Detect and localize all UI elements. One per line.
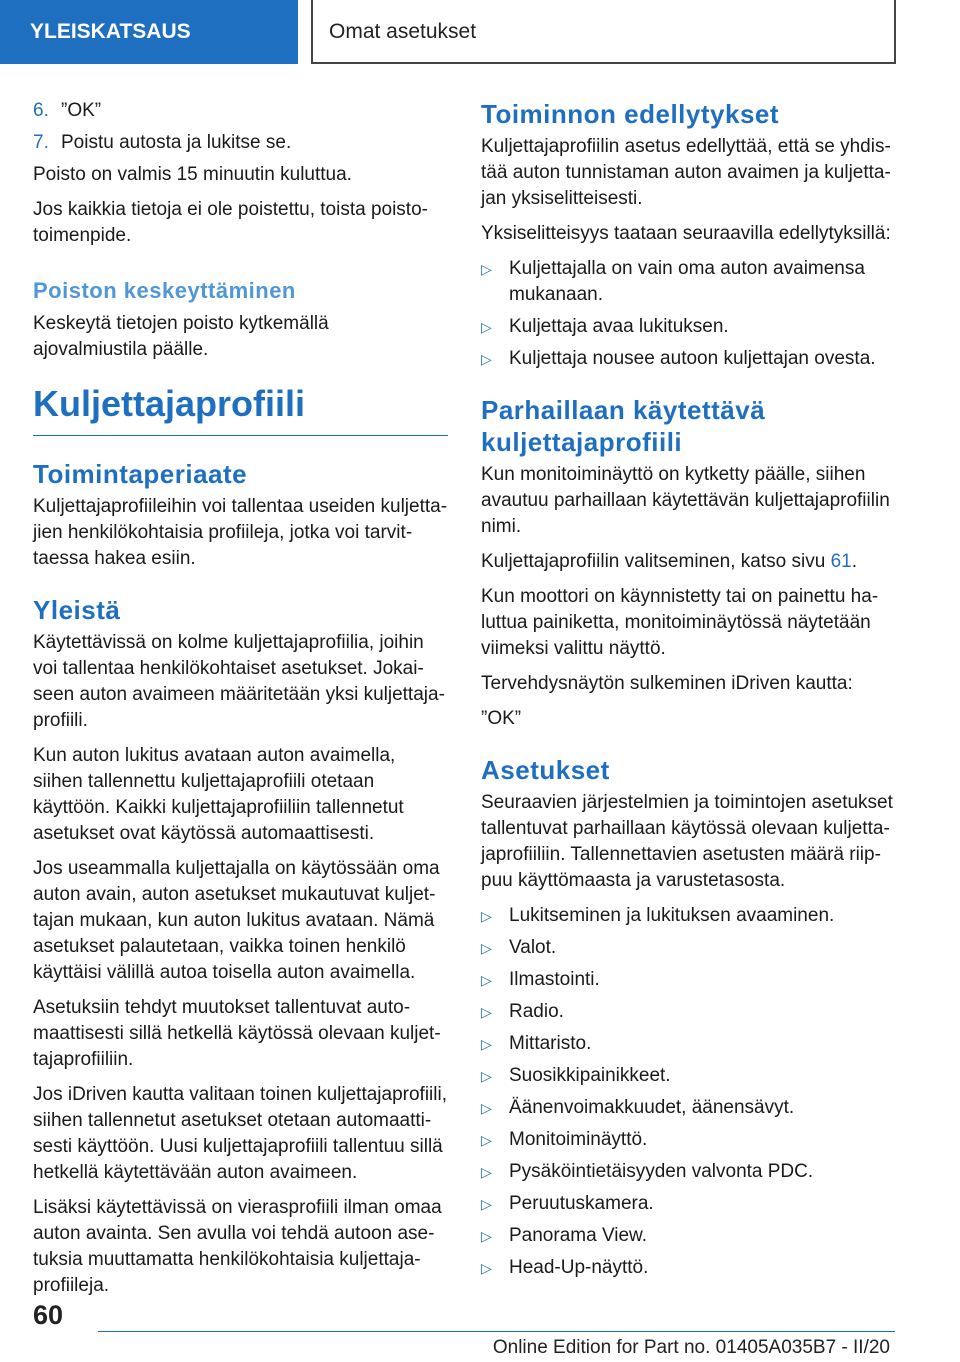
paragraph: Yksiselitteisyys taataan seuraavilla edellytyksillä:: [481, 223, 891, 244]
paragraph: Tervehdysnäytön sulkeminen iDriven kautta:: [481, 673, 853, 694]
triangle-bullet-icon: ▷: [481, 319, 492, 335]
subheading-cancel: Poiston keskeyttäminen: [33, 278, 296, 303]
list-item-text: Monitoiminäyttö.: [509, 1129, 648, 1150]
list-item-text: Suosikkipainikkeet.: [509, 1065, 671, 1086]
list-item-text: Äänenvoimakkuudet, äänensävyt.: [509, 1097, 795, 1118]
step-item: [33, 130, 448, 156]
list-item-text: Lukitseminen ja lukituksen avaaminen.: [509, 905, 835, 926]
heading-general: Yleistä: [33, 595, 121, 625]
list-item: [481, 314, 897, 340]
list-item-text: Pysäköintietäisyyden valvonta PDC.: [509, 1161, 814, 1182]
paragraph: Kun auton lukitus avataan auton avaimella, siihen tallennettu kuljettajaprofiili otetaan käyttöön. Kaikki kuljettajaprofiiliin tallennetut asetukset ovat käytössä automaattisesti.: [33, 745, 404, 844]
list-item: [481, 1095, 897, 1121]
triangle-bullet-icon: ▷: [481, 1100, 492, 1116]
list-item: [481, 1031, 897, 1057]
list-item: [481, 967, 897, 993]
heading-settings: Asetukset: [481, 755, 610, 785]
list-item: [481, 256, 897, 308]
list-item: [481, 1127, 897, 1153]
step-text: Poistu autosta ja lukitse se.: [61, 132, 292, 153]
triangle-bullet-icon: ▷: [481, 1260, 492, 1276]
right-column: [481, 98, 897, 1289]
cross-ref-text: Kuljettajaprofiilin valitseminen, katso sivu: [481, 551, 831, 572]
list-item-text: Head-Up-näyttö.: [509, 1257, 649, 1278]
triangle-bullet-icon: ▷: [481, 1196, 492, 1212]
paragraph: Asetuksiin tehdyt muutokset tallentuvat automaattisesti sillä hetkellä käytössä olevaan kuljettajaprofiiliin.: [33, 997, 441, 1070]
paragraph: Jos kaikkia tietoja ei ole poistettu, toista poistotoimenpide.: [33, 199, 428, 246]
paragraph: ”OK”: [481, 708, 522, 729]
list-item: [481, 1159, 897, 1185]
paragraph: Käytettävissä on kolme kuljettajaprofiilia, joihin voi tallentaa henkilökohtaiset asetukset. Jokaiseen auton avaimeen määritetään yksi kuljettajaprofiili.: [33, 632, 445, 731]
list-item: [481, 999, 897, 1025]
triangle-bullet-icon: ▷: [481, 1228, 492, 1244]
heading-principle: Toimintaperiaate: [33, 459, 248, 489]
triangle-bullet-icon: ▷: [481, 972, 492, 988]
paragraph: Kuljettajaprofiilin asetus edellyttää, että se yhdistää auton tunnistaman auton avaimen ja kuljettajan yksiselitteisesti.: [481, 136, 891, 209]
list-item-text: Peruutuskamera.: [509, 1193, 654, 1214]
list-item-text: Mittaristo.: [509, 1033, 592, 1054]
paragraph: Kun monitoiminäyttö on kytketty päälle, siihen avautuu parhaillaan käytettävän kuljettajaprofiilin nimi.: [481, 464, 890, 537]
edition-footer: Online Edition for Part no. 01405A035B7 - II/20: [492, 1337, 890, 1358]
list-item: [481, 903, 897, 929]
list-item-text: Kuljettaja avaa lukituksen.: [509, 316, 729, 337]
paragraph: Jos useammalla kuljettajalla on käytössään oma auton avain, auton asetukset mukautuvat kuljettajan mukaan, kun auton lukitus avataan. Nämä asetukset palautetaan, vaikka toinen henkilö käyttäisi välillä autoa toisella auton avaimella.: [33, 858, 440, 983]
settings-list: [481, 903, 897, 1281]
paragraph: Jos iDriven kautta valitaan toinen kuljettajaprofiili, siihen tallennetut asetukset otetaan automaattisesti käyttöön. Uusi kuljettajaprofiili tallentuu sillä hetkellä käytettävään auton avaimeen.: [33, 1084, 447, 1183]
list-item: [481, 1223, 897, 1249]
list-item-text: Radio.: [509, 1001, 564, 1022]
list-item-text: Kuljettajalla on vain oma auton avaimensa mukanaan.: [509, 258, 865, 305]
section-tab: YLEISKATSAUS: [0, 0, 298, 64]
chapter-heading: Kuljettajaprofiili: [33, 381, 448, 436]
paragraph: Keskeytä tietojen poisto kytkemällä ajovalmiustila päälle.: [33, 313, 329, 360]
list-item: [481, 346, 897, 372]
step-number: 6.: [33, 100, 49, 121]
page-link[interactable]: 61: [830, 551, 852, 572]
triangle-bullet-icon: ▷: [481, 351, 492, 367]
list-item: [481, 935, 897, 961]
page-number: 60: [33, 1300, 64, 1330]
paragraph: [481, 549, 897, 575]
list-item: [481, 1191, 897, 1217]
list-item-text: Kuljettaja nousee autoon kuljettajan ovesta.: [509, 348, 876, 369]
chapter-header: [311, 0, 896, 64]
heading-requirements: Toiminnon edellytykset: [481, 99, 780, 129]
paragraph: Kun moottori on käynnistetty tai on painettu haluttua painiketta, monitoiminäytössä näytetään viimeksi valittu näyttö.: [481, 586, 879, 659]
paragraph: Lisäksi käytettävissä on vierasprofiili ilman omaa auton avainta. Sen avulla voi tehdä autoon asetuksia muuttamatta henkilökohtaisia kuljettajaprofiileja.: [33, 1197, 442, 1296]
left-column: [33, 98, 448, 1308]
step-text: ”OK”: [61, 100, 102, 121]
triangle-bullet-icon: ▷: [481, 1004, 492, 1020]
cross-ref-end: .: [851, 551, 857, 572]
triangle-bullet-icon: ▷: [481, 908, 492, 924]
paragraph: Poisto on valmis 15 minuutin kuluttua.: [33, 164, 352, 185]
list-item-text: Valot.: [509, 937, 557, 958]
paragraph: Seuraavien järjestelmien ja toimintojen asetukset tallentuvat parhaillaan käytössä olevaan kuljettajaprofiiliin. Tallennettavien asetusten määrä riippuu käyttömaasta ja varustetasosta.: [481, 792, 893, 891]
triangle-bullet-icon: ▷: [481, 1132, 492, 1148]
triangle-bullet-icon: ▷: [481, 1068, 492, 1084]
triangle-bullet-icon: ▷: [481, 1036, 492, 1052]
paragraph: Kuljettajaprofiileihin voi tallentaa useiden kuljettajien henkilökohtaisia profiileja, jotka voi tarvittaessa hakea esiin.: [33, 496, 448, 569]
list-item: [481, 1255, 897, 1281]
requirements-list: [481, 256, 897, 372]
step-number: 7.: [33, 132, 49, 153]
heading-current-profile: Parhaillaan käytettävä kuljettajaprofiili: [481, 395, 766, 457]
list-item-text: Panorama View.: [509, 1225, 648, 1246]
footer-divider: [98, 1331, 895, 1332]
triangle-bullet-icon: ▷: [481, 1164, 492, 1180]
triangle-bullet-icon: ▷: [481, 940, 492, 956]
list-item-text: Ilmastointi.: [509, 969, 600, 990]
triangle-bullet-icon: ▷: [481, 261, 492, 277]
step-item: [33, 98, 448, 124]
list-item: [481, 1063, 897, 1089]
chapter-title: Omat asetukset: [329, 20, 477, 43]
